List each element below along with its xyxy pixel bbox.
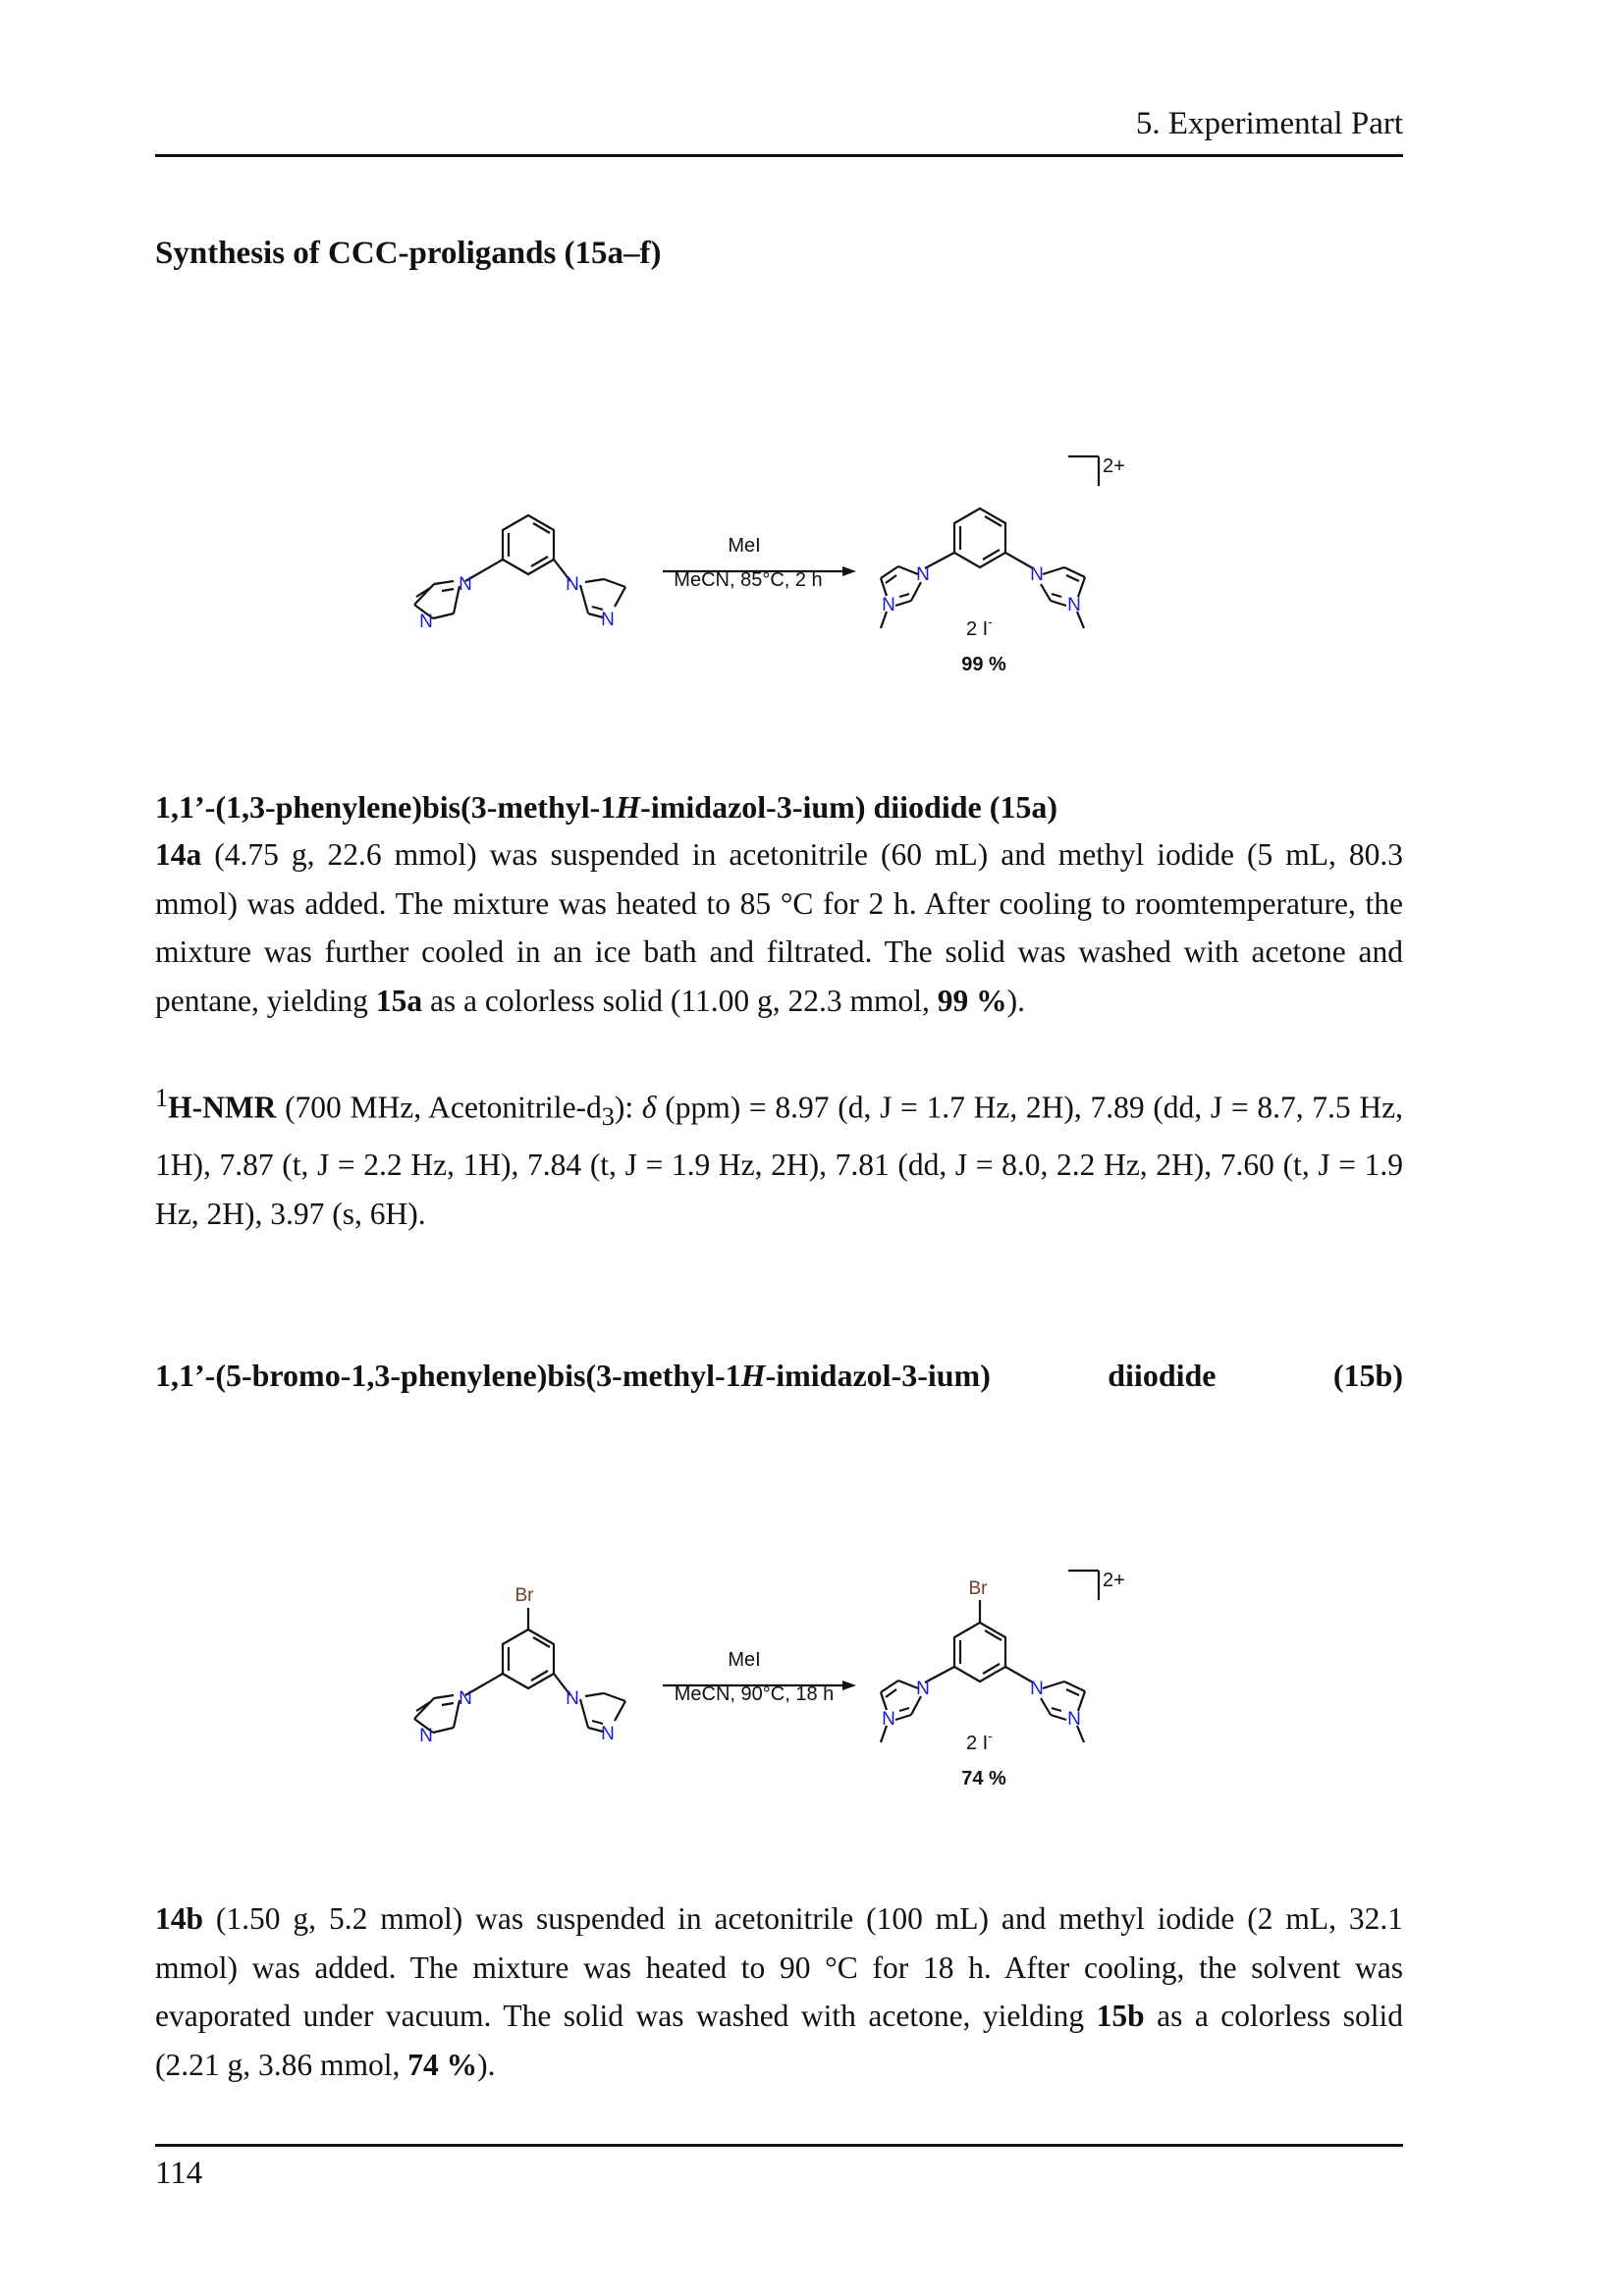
ref-14a: 14a: [155, 837, 202, 872]
reaction-scheme-15a: [393, 447, 1178, 702]
conditions-label: MeCN, 90°C, 18 h: [674, 1683, 835, 1705]
compound-15b-procedure: 14b (1.50 g, 5.2 mmol) was suspended in acetonitrile (100 mL) and methyl iodide (2 mL, 32.1 mmol) was added. The mixture was heated to 90 °C for 18 h. After cooling, the solvent was evaporated under vacuum. The solid was washed with acetone, yielding 15b as a colorless solid (2.21 g, 3.86 mmol, 74 %).: [155, 1901, 1404, 2082]
footer-rule: [155, 2144, 1403, 2147]
ref-15b: 15b: [1096, 1999, 1145, 2034]
atom-N-reactant-2: N: [419, 1726, 433, 1746]
yield-label: 74 %: [961, 1768, 1006, 1789]
atom-Br-reactant: Br: [514, 1585, 534, 1606]
yield-label: 99 %: [961, 654, 1006, 675]
charge-label: 2+: [1103, 455, 1125, 477]
atom-N-reactant-1: N: [459, 574, 472, 595]
atom-N-reactant-3: N: [566, 1688, 579, 1709]
compound-15a-procedure: 14a (4.75 g, 22.6 mmol) was suspended in acetonitrile (60 mL) and methyl iodide (5 mL, 80.3 mmol) was added. The mixture was heated to 85 °C for 2 h. After cooling to roomtemperature, the mixture was further cooled in an ice bath and filtrated. The solid was washed with acetone and pentane, yielding 15a as a colorless solid (11.00 g, 22.3 mmol, 99 %).: [155, 837, 1403, 1018]
reagent-label: MeI: [728, 535, 761, 557]
atom-N-product-2: N: [882, 595, 895, 615]
running-header: 5. Experimental Part: [1135, 106, 1403, 141]
atom-N-reactant-4: N: [601, 1724, 615, 1744]
conditions-label: MeCN, 85°C, 2 h: [674, 569, 823, 591]
atom-N-product-1: N: [916, 564, 930, 585]
compound-15b-heading: 1,1’-(5-bromo-1,3-phenylene)bis(3-methyl-1H-imidazol-3-ium) diiodide (15b): [155, 1358, 1403, 1393]
page-number: 114: [155, 2156, 203, 2191]
reaction-scheme-15a-svg: [393, 447, 1178, 702]
atom-N-product-2: N: [882, 1709, 895, 1730]
yield-15a: 99 %: [937, 983, 1007, 1018]
charge-label: 2+: [1103, 1570, 1125, 1591]
atom-N-product-4: N: [1067, 1709, 1081, 1730]
atom-N-product-3: N: [1030, 1679, 1044, 1699]
compound-15a-heading: 1,1’-(1,3-phenylene)bis(3-methyl-1H-imidazol-3-ium) diiodide (15a): [155, 789, 1058, 825]
atom-N-reactant-2: N: [419, 612, 433, 632]
section-heading: Synthesis of CCC-proligands (15a–f): [155, 236, 662, 271]
atom-N-reactant-3: N: [566, 574, 579, 595]
atom-Br-product: Br: [968, 1578, 988, 1599]
atom-N-product-4: N: [1067, 595, 1081, 615]
atom-N-product-3: N: [1030, 564, 1044, 585]
yield-15b: 74 %: [407, 2047, 478, 2082]
reagent-label: MeI: [728, 1649, 761, 1671]
ref-14b: 14b: [155, 1901, 204, 1936]
header-rule: [155, 154, 1403, 157]
ref-15a: 15a: [375, 983, 423, 1018]
counterion-label: 2 I-: [966, 614, 993, 640]
reaction-scheme-15b: [393, 1561, 1178, 1816]
reaction-scheme-15b-svg: [393, 1561, 1178, 1816]
atom-N-product-1: N: [916, 1679, 930, 1699]
atom-N-reactant-4: N: [601, 610, 615, 630]
counterion-label: 2 I-: [966, 1729, 993, 1754]
compound-15a-nmr: $^1$H-NMR (700 MHz, Acetonitrile-$d_3$): δ (ppm) = 8.97 (d, J = 1.7 Hz, 2H), 7.89 (dd, J = 8.7, 7.5 Hz, 1H), 7.87 (t, J = 2.2 Hz, 1H), 7.84 (t, J = 1.9 Hz, 2H), 7.81 (dd, J = 8.0, 2.2 Hz, 2H), 7.60 (t, J = 1.9 Hz, 2H), 3.97 (s, 6H).: [155, 1084, 1403, 1231]
atom-N-reactant-1: N: [459, 1688, 472, 1709]
